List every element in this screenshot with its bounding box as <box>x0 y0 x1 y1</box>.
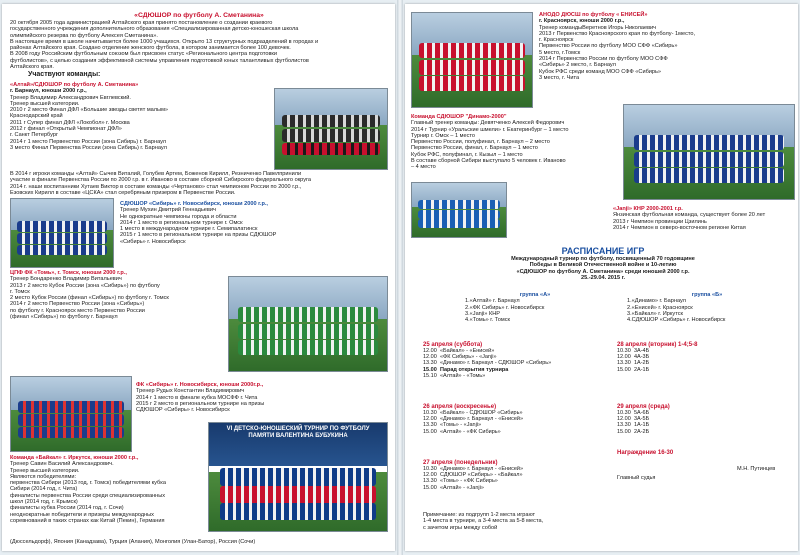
schedule-subtitle-line: Победы в Великой Отечественной войне и 10-летию <box>529 262 677 269</box>
game-row: 15.00 «Алтай» - «Janji» <box>423 484 484 491</box>
day-28 <box>617 342 787 373</box>
tom-team-photo <box>228 276 388 372</box>
baikal-name: Команда «Байкал» г. Иркутск, юноши 2000 г.р., <box>10 455 139 461</box>
tom-line: 2014 г 2 место Первенство России (зона «Сибирь») <box>10 301 145 308</box>
sibir-block <box>120 201 390 245</box>
sibir-line: 1 место в международном турнире г. Семипалатинск <box>120 226 258 233</box>
game-row: 13.30 1А-2Б <box>617 360 650 367</box>
game-row: 12.00 3А-5Б <box>617 416 650 423</box>
sibir-line: 2015 г 1 место в региональном турнире на призы СДЮШОР <box>120 232 277 239</box>
fksibir-team-photo <box>10 376 132 452</box>
altai-line: 2012 г финал «Открытый Чемпионат ДФЛ» <box>10 126 122 133</box>
page-fold <box>397 0 403 555</box>
game-row: 15.00 Парад открытия турнира <box>423 366 509 373</box>
game-row: 10.30 3А-4Б <box>617 348 650 354</box>
game-row: 10.30 «Динамо» г. Барнаул - «Енисей» <box>423 466 524 472</box>
dinamo-line: 2014 г Турнир «Уральские шмели» г. Екатеринбург – 1 место <box>411 126 569 133</box>
group-b <box>627 292 787 323</box>
school-title: «СДЮШОР по футболу А. Сметанина» <box>134 12 264 19</box>
tom-line: г. Томск <box>10 288 30 295</box>
baikal-line: Являются победителями: <box>10 473 77 480</box>
group-b-team: 2.«Енисей» г. Красноярск <box>627 304 693 311</box>
tom-name: ЦПФ ФК «Томь», г. Томск, юноши 2000 г.р., <box>10 270 127 276</box>
game-row: 15.10 «Алтай» - «Томь» <box>423 372 486 379</box>
altai-line: Тренер высшей категории. <box>10 100 80 107</box>
intro-line: футболистов», с целью создания эффективной системы управления подготовкой юных талантливых футболистов <box>10 57 309 64</box>
schedule-note <box>423 512 613 531</box>
enisey-line: 5 место, г.Томск <box>539 49 581 56</box>
intro-line: олимпийского резерва по футболу Алексея Сметанина». <box>10 32 158 39</box>
baikal-line: Тренер высшей категории. <box>10 467 80 474</box>
day-title: 25 апреля (суббота) <box>423 342 483 348</box>
dinamo-line: Кубок РФС, полуфинал, г. Кызыл – 1 место <box>411 151 523 158</box>
group-a-title: группа «А» <box>519 292 551 298</box>
day-25 <box>423 342 603 379</box>
game-row: 15.00 «Алтай» - «ФК Сибирь» <box>423 428 501 435</box>
game-row: 13.30 «Динамо» г. Барнаул - СДЮШОР «Сибирь» <box>423 360 552 367</box>
fksibir-name: ФК «Сибирь» г. Новосибирск, юноши 2000г.р., <box>136 382 264 388</box>
enisey-team-photo <box>411 12 533 108</box>
game-row: 12.00 «ФК Сибирь» - «Janji» <box>423 354 497 361</box>
group-a <box>465 292 605 323</box>
enisey-line: Первенство России по футболу МОО СФФ «Сибирь» <box>539 43 678 50</box>
dinamo-name: Команда СДЮШОР "Динамо-2000" <box>411 114 507 120</box>
day-26 <box>423 404 603 435</box>
enisey-line: Тренер командыВеретнов Игорь Николаевич <box>539 24 657 31</box>
dinamo-line: Главный тренер команды: Девятченко Алексей Федорович <box>411 120 565 127</box>
janji-team-photo <box>411 182 507 238</box>
schedule-title: РАСПИСАНИЕ ИГР <box>561 246 645 256</box>
sibir-team-photo <box>10 198 114 268</box>
baikal-line: финалисты кубка России (2014 год, г. Сочи) <box>10 505 124 512</box>
fksibir-line: Тренер Рудых Константин Владимирович <box>136 388 245 395</box>
intro-line: районах Алтайского края. Создано отделение женского футбола, в котором занимается более 100 девочек. <box>10 45 291 52</box>
schedule-subtitle-line: Международный турнир по футболу, посвященный 70 годовщине <box>511 256 695 262</box>
altai-name: «Алтай»/СДЮШОР по футболу А. Сметанина» <box>10 82 139 88</box>
game-row: 12.00 «Байкал» - «Енисей» <box>423 348 495 354</box>
altai-line: Езовских Кирилл в составе «ЦСКА» стал серебряным призером в Первенстве России. <box>10 189 236 196</box>
group-b-team: 1.«Динамо» г. Барнаул <box>627 298 686 305</box>
game-row: 10.30 «Байкал» - СДЮШОР «Сибирь» <box>423 410 523 416</box>
fksibir-line: 2015 г 2 место в региональном турнире на призы <box>136 400 265 407</box>
game-row: 13.30 «Томь» - «ФК Сибирь» <box>423 478 498 485</box>
group-b-title: группа «Б» <box>691 292 723 298</box>
dinamo-line: В составе сборной Сибири выступало 5 человек г. Иваново <box>411 158 566 165</box>
altai-line: г. Барнаул, юноши 2000 г.р., <box>10 88 87 95</box>
sibir-line: 2014 г 1 место в региональном турнире г. Омск <box>120 219 243 226</box>
enisey-line: «Сибирь» 2 место, г. Барнаул <box>539 62 616 69</box>
dinamo-line: – 4 место <box>411 164 436 171</box>
tournament-banner-photo <box>208 422 388 532</box>
game-row: 13.30 1А-1Б <box>617 422 650 429</box>
enisey-line: 2013 г Первенство Красноярского края по футболу- 1место, <box>539 30 696 37</box>
left-page <box>2 4 395 551</box>
baikal-line: (Дюссельдорф), Япония (Канадзава), Турция (Алания), Монголия (Улан-Батор), Россия (Сочи) <box>10 539 256 545</box>
game-row: 10.30 5А-6Б <box>617 410 650 416</box>
altai-line: г. Санкт Петербург <box>10 132 59 139</box>
sibir-line: Тренер Мухин Дмитрий Геннадьевич <box>120 207 216 214</box>
baikal-line: финалисты первенства России среди специализированных <box>10 492 166 499</box>
group-a-team: 3.«Janji» КНР <box>465 310 500 317</box>
intro-text <box>10 20 388 70</box>
intro-line: государственного учреждения дополнительного образования «Специализированная детско-юношеская школа <box>10 26 299 33</box>
altai-line: 2010 г 2 место Финал ДФЛ «Большие звезды светят малым» <box>10 107 169 114</box>
baikal-block <box>10 455 206 524</box>
janji-line: Янзинская футбольная команда, существует более 20 лет <box>613 212 766 219</box>
game-row: 12.00 4А-3Б <box>617 354 650 361</box>
award-time: Награждение 16-30 <box>617 450 674 456</box>
altai-team-photo <box>274 88 388 170</box>
intro-line: 20 октября 2005 года администрацией Алтайского края принято постановление о создании краевого <box>10 20 273 26</box>
sibir-name: СДЮШОР «Сибирь» г. Новосибирск, юноши 2000 г.р., <box>120 201 268 207</box>
tom-line: (финал «Сибирь») по футболу г. Барнаул <box>10 314 118 321</box>
tom-line: Тренер Бондаренко Владимир Витальевич <box>10 276 122 283</box>
baikal-line: первенства Сибири (2013 год, г. Томск) победителями кубка <box>10 480 166 487</box>
game-row: 15.00 2А-2Б <box>617 428 650 435</box>
baikal-line: соревнований в таких странах как Китай (Пекин), Германия <box>10 517 165 524</box>
judge-label: Главный судья <box>617 475 656 481</box>
day-title: 27 апреля (понедельник) <box>423 460 498 466</box>
intro-line: В настоящее время в школе начитывается более 1000 учащихся. Открыто 13 структурных подразделений в городах и <box>10 38 319 45</box>
fksibir-line: СДЮШОР «Сибирь» г. Новосибирск <box>136 407 230 414</box>
judge-line <box>617 466 793 484</box>
altai-line: 2011 г Супер финал ДФЛ «Локобол» г. Москва <box>10 119 130 126</box>
enisey-line: г. Красноярск <box>539 37 574 44</box>
intro-line: В 2008 году Российским футбольным союзом был присвоен статус «Регионального центра подготовки <box>10 51 278 58</box>
teams-heading: Участвуют команды: <box>28 71 101 78</box>
note-line: Примечание: из подгрупп 1-2 места играют <box>423 512 536 518</box>
altai-line: 2014 г 1 место Первенство России (зона Сибирь) г. Барнаул <box>10 138 167 145</box>
altai-block-wide <box>10 171 390 196</box>
banner-text: VI ДЕТСКО-ЮНОШЕСКИЙ ТУРНИР ПО ФУТБОЛУ ПАМЯТИ ВАЛЕНТИНА БУБУКИНА <box>226 426 370 439</box>
enisey-line: г. Красноярск, юноши 2000 г.р., <box>539 18 625 25</box>
dinamo-line: Первенство России, финал, г. Барнаул – 1 место <box>411 145 538 152</box>
schedule-subtitle-line: 25.-29.04. 2015 г. <box>580 274 626 281</box>
altai-line: участие в финале Первенства России по 2000 г.р. в г. Иваново в составе сборной Сибирского федерального округа <box>10 177 312 184</box>
altai-line: В 2014 г игроки команды «Алтай» Сычев Виталий, Голубев Артем, Боженов Кирилл, Резниченко Павелпринили <box>10 171 302 177</box>
enisey-line: 2014 г Первенство России по футболу МОО СФФ <box>539 56 668 63</box>
dinamo-line: Первенство России, полуфинал, г. Барнаул – 2 место <box>411 139 550 146</box>
tom-block <box>10 270 225 320</box>
baikal-line: Сибири (2014 год, г. Чита) <box>10 486 78 493</box>
sibir-line: «Сибирь» г. Новосибирск <box>120 238 186 245</box>
intro-line: Алтайского края. <box>10 64 54 71</box>
school-heading-block <box>10 12 388 20</box>
tom-line: по футболу г. Красноярск место Первенство России <box>10 307 145 314</box>
game-row: 13.30 «Томь» - «Janji» <box>423 422 482 429</box>
sibir-line: Не однократные чемпионы города и области <box>120 213 237 220</box>
enisey-block <box>539 12 794 81</box>
schedule-subtitle-line: «СДЮШОР по футболу А. Сметанина» среди юношей 2000 г.р. <box>516 268 690 275</box>
baikal-line: школ (2014 год, г. Крымск) <box>10 499 78 506</box>
note-line: 1-4 места в турнире, а 3-4 места за 5-8 места, <box>423 518 544 525</box>
janji-block <box>613 206 795 231</box>
game-row: 12.00 СДЮШОР «Сибирь» - «Байкал» <box>423 472 523 479</box>
dinamo-line: Турнир г. Омск – 1 место <box>411 132 475 139</box>
game-row: 12.00 «Динамо» г. Барнаул - «Енисей» <box>423 416 524 423</box>
altai-line: Краснодарский край <box>10 113 63 120</box>
day-title: 26 апреля (воскресенье) <box>423 404 497 410</box>
janji-line: 2014 г Чемпион в северо-восточном регионе Китая <box>613 224 746 231</box>
day-title: 28 апреля (вторник) 1-4;5-8 <box>617 342 698 348</box>
altai-line: Тренер Владимир Александрович Евглевский. <box>10 94 131 101</box>
janji-line: 2013 г Чемпион провинции Цзилинь <box>613 218 707 225</box>
judge-name: М.Н. Путинцев <box>737 466 776 472</box>
note-line: с зачетом игры между собой <box>423 524 498 531</box>
fksibir-line: 2014 г 1 место в финале кубка МОСФФ г. Чита <box>136 394 258 401</box>
game-row: 15.00 2А-1Б <box>617 366 650 373</box>
baikal-line: неоднократные победители и призеры международных <box>10 511 154 518</box>
dinamo-block <box>411 114 621 171</box>
enisey-line: 3 место, г. Чита <box>539 74 580 81</box>
schedule-header <box>411 246 795 281</box>
enisey-name: АНОДО ДЮСШ по футболу « ЕНИСЕЙ» <box>539 12 648 18</box>
day-29 <box>617 404 787 435</box>
fksibir-block <box>136 382 390 413</box>
baikal-line: Тренер Савин Василий Александрович. <box>10 461 114 468</box>
group-a-team: 4.«Томь» г. Томск <box>465 317 510 324</box>
altai-block <box>10 82 270 151</box>
right-page <box>405 4 798 551</box>
day-27 <box>423 460 603 491</box>
day-title: 29 апреля (среда) <box>617 404 670 410</box>
altai-line: 2014 г. наши воспитанники Хутаев Виктор в составе команды «Чертаново» стал чемпионом России по 2000 г.р., <box>10 183 302 190</box>
janji-name: «Janji» КНР 2000-2001 г.р. <box>613 206 683 212</box>
tom-line: 2 место Кубок России (финал «Сибирь») по футболу г. Томск <box>10 295 169 302</box>
enisey-line: Кубок РФС среди команд МОО СФФ «Сибирь» <box>539 68 662 75</box>
tom-line: 2013 г 2 место Кубок России (зона «Сибирь») по футболу <box>10 282 160 289</box>
group-a-team: 2.«ФК Сибирь» г. Новосибирск <box>465 304 545 311</box>
dinamo-team-photo <box>623 104 795 200</box>
group-b-team: 4.СДЮШОР «Сибирь» г. Новосибирск <box>627 317 726 324</box>
altai-line: 3 место Финал Первенства России (зона Сибирь) г. Барнаул <box>10 144 167 151</box>
group-a-team: 1.«Алтай» г. Барнаул <box>465 298 520 305</box>
group-b-team: 3.«Байкал» г. Иркутск <box>627 310 683 317</box>
